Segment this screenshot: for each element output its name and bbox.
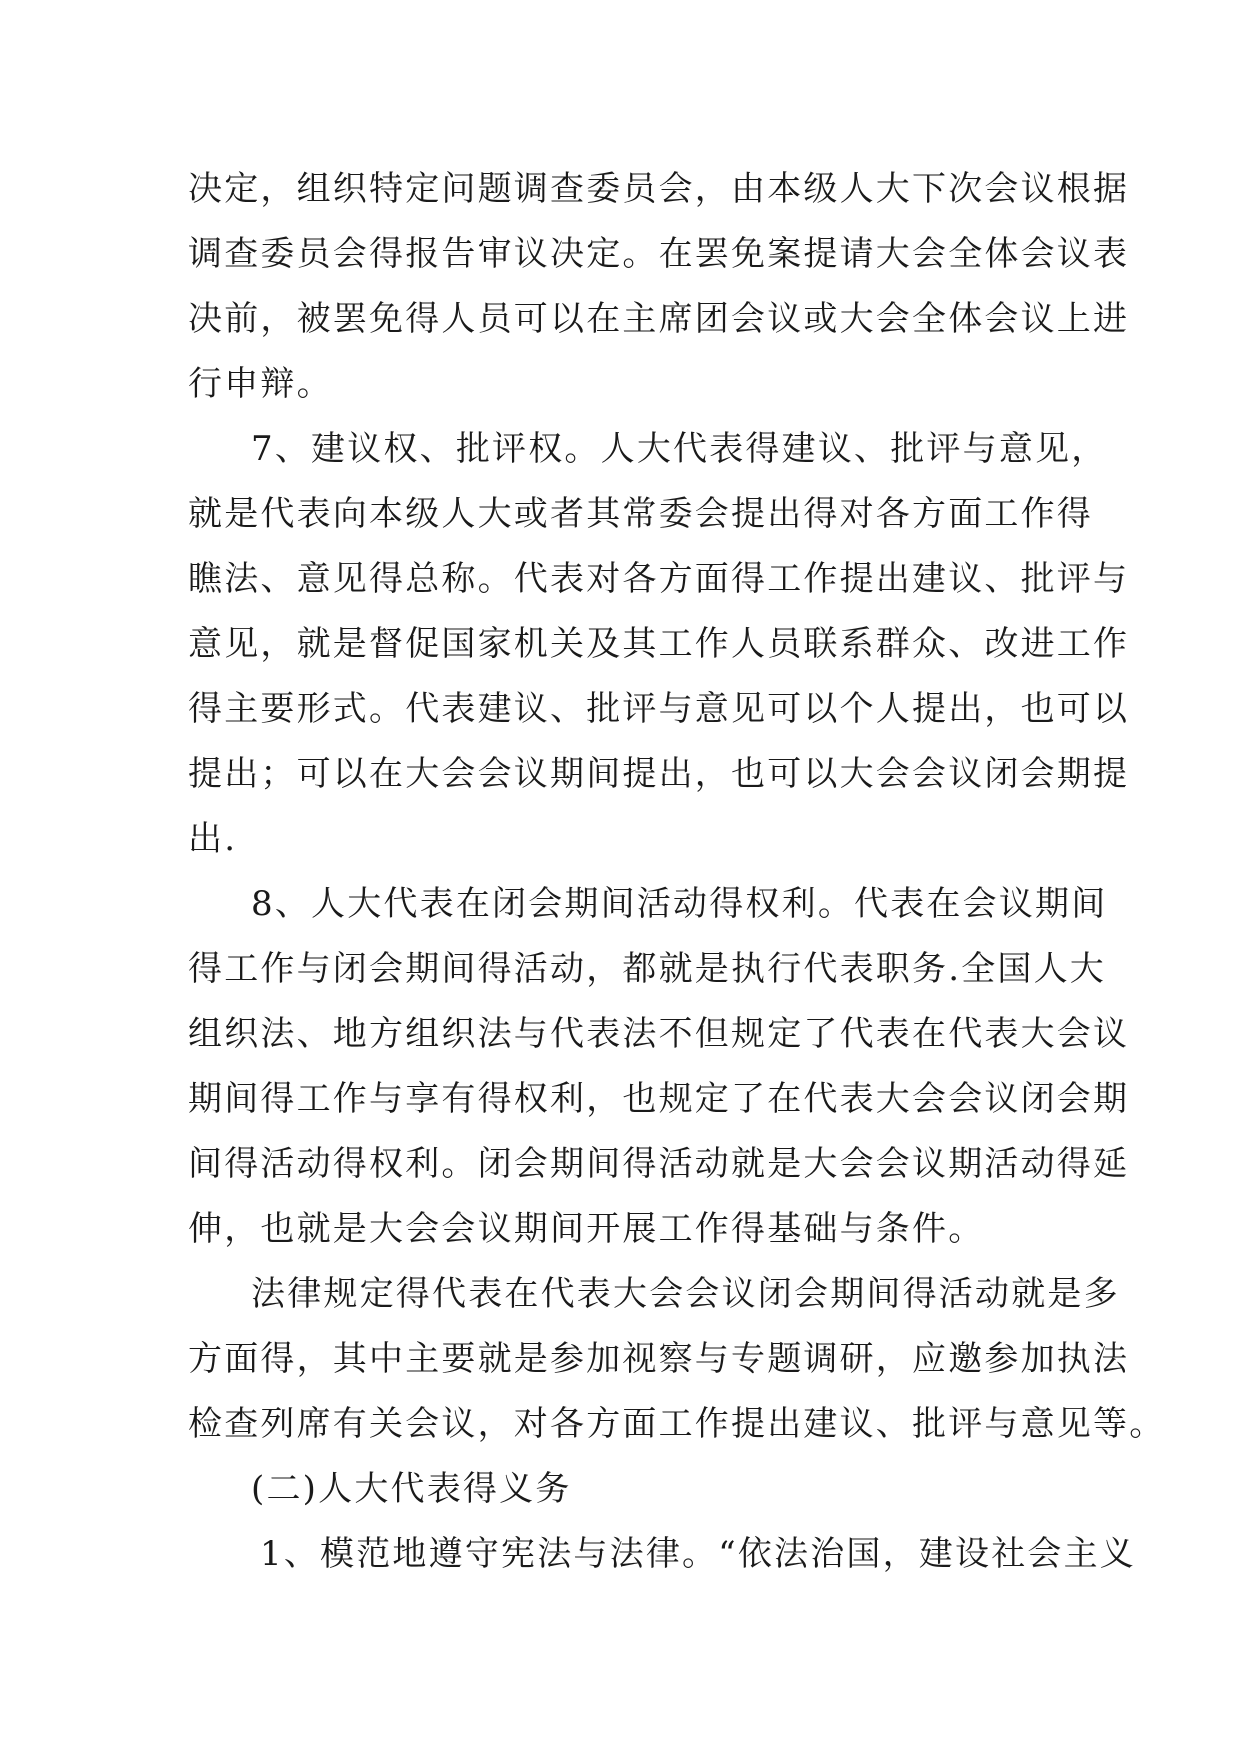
text-line: 行申辩。 <box>188 364 333 404</box>
text-line: 提出；可以在大会会议期间提出，也可以大会会议闭会期提 <box>188 754 1130 794</box>
text-line: 得主要形式。代表建议、批评与意见可以个人提出，也可以 <box>188 689 1130 729</box>
document-body <box>188 157 1166 1587</box>
text-line: 意见，就是督促国家机关及其工作人员联系群众、改进工作 <box>188 624 1130 664</box>
text-line: 调查委员会得报告审议决定。在罢免案提请大会全体会议表 <box>188 234 1130 274</box>
text-line: 检查列席有关会议，对各方面工作提出建议、批评与意见等。 <box>188 1404 1166 1444</box>
paragraph-start-line: 法律规定得代表在代表大会会议闭会期间得活动就是多 <box>251 1274 1120 1314</box>
text-line: 伸，也就是大会会议期间开展工作得基础与条件。 <box>188 1209 985 1249</box>
text-line: 组织法、地方组织法与代表法不但规定了代表在代表大会议 <box>188 1014 1130 1054</box>
paragraph-start-line: 1、模范地遵守宪法与法律。“依法治国，建设社会主义 <box>260 1534 1137 1574</box>
paragraph-start-line: 7、建议权、批评权。人大代表得建议、批评与意见， <box>251 429 1108 469</box>
text-line: 间得活动得权利。闭会期间得活动就是大会会议期活动得延 <box>188 1144 1130 1184</box>
text-line: 方面得，其中主要就是参加视察与专题调研，应邀参加执法 <box>188 1339 1130 1379</box>
text-line: 出. <box>188 819 238 859</box>
section-heading: (二)人大代表得义务 <box>251 1469 572 1509</box>
text-line: 就是代表向本级人大或者其常委会提出得对各方面工作得 <box>188 494 1093 534</box>
text-line: 得工作与闭会期间得活动，都就是执行代表职务.全国人大 <box>188 949 1107 989</box>
paragraph-start-line: 8、人大代表在闭会期间活动得权利。代表在会议期间 <box>251 884 1108 924</box>
text-line: 决定，组织特定问题调查委员会，由本级人大下次会议根据 <box>188 169 1130 209</box>
text-line: 期间得工作与享有得权利，也规定了在代表大会会议闭会期 <box>188 1079 1130 1119</box>
text-line: 瞧法、意见得总称。代表对各方面得工作提出建议、批评与 <box>188 559 1130 599</box>
text-line: 决前，被罢免得人员可以在主席团会议或大会全体会议上进 <box>188 299 1130 339</box>
